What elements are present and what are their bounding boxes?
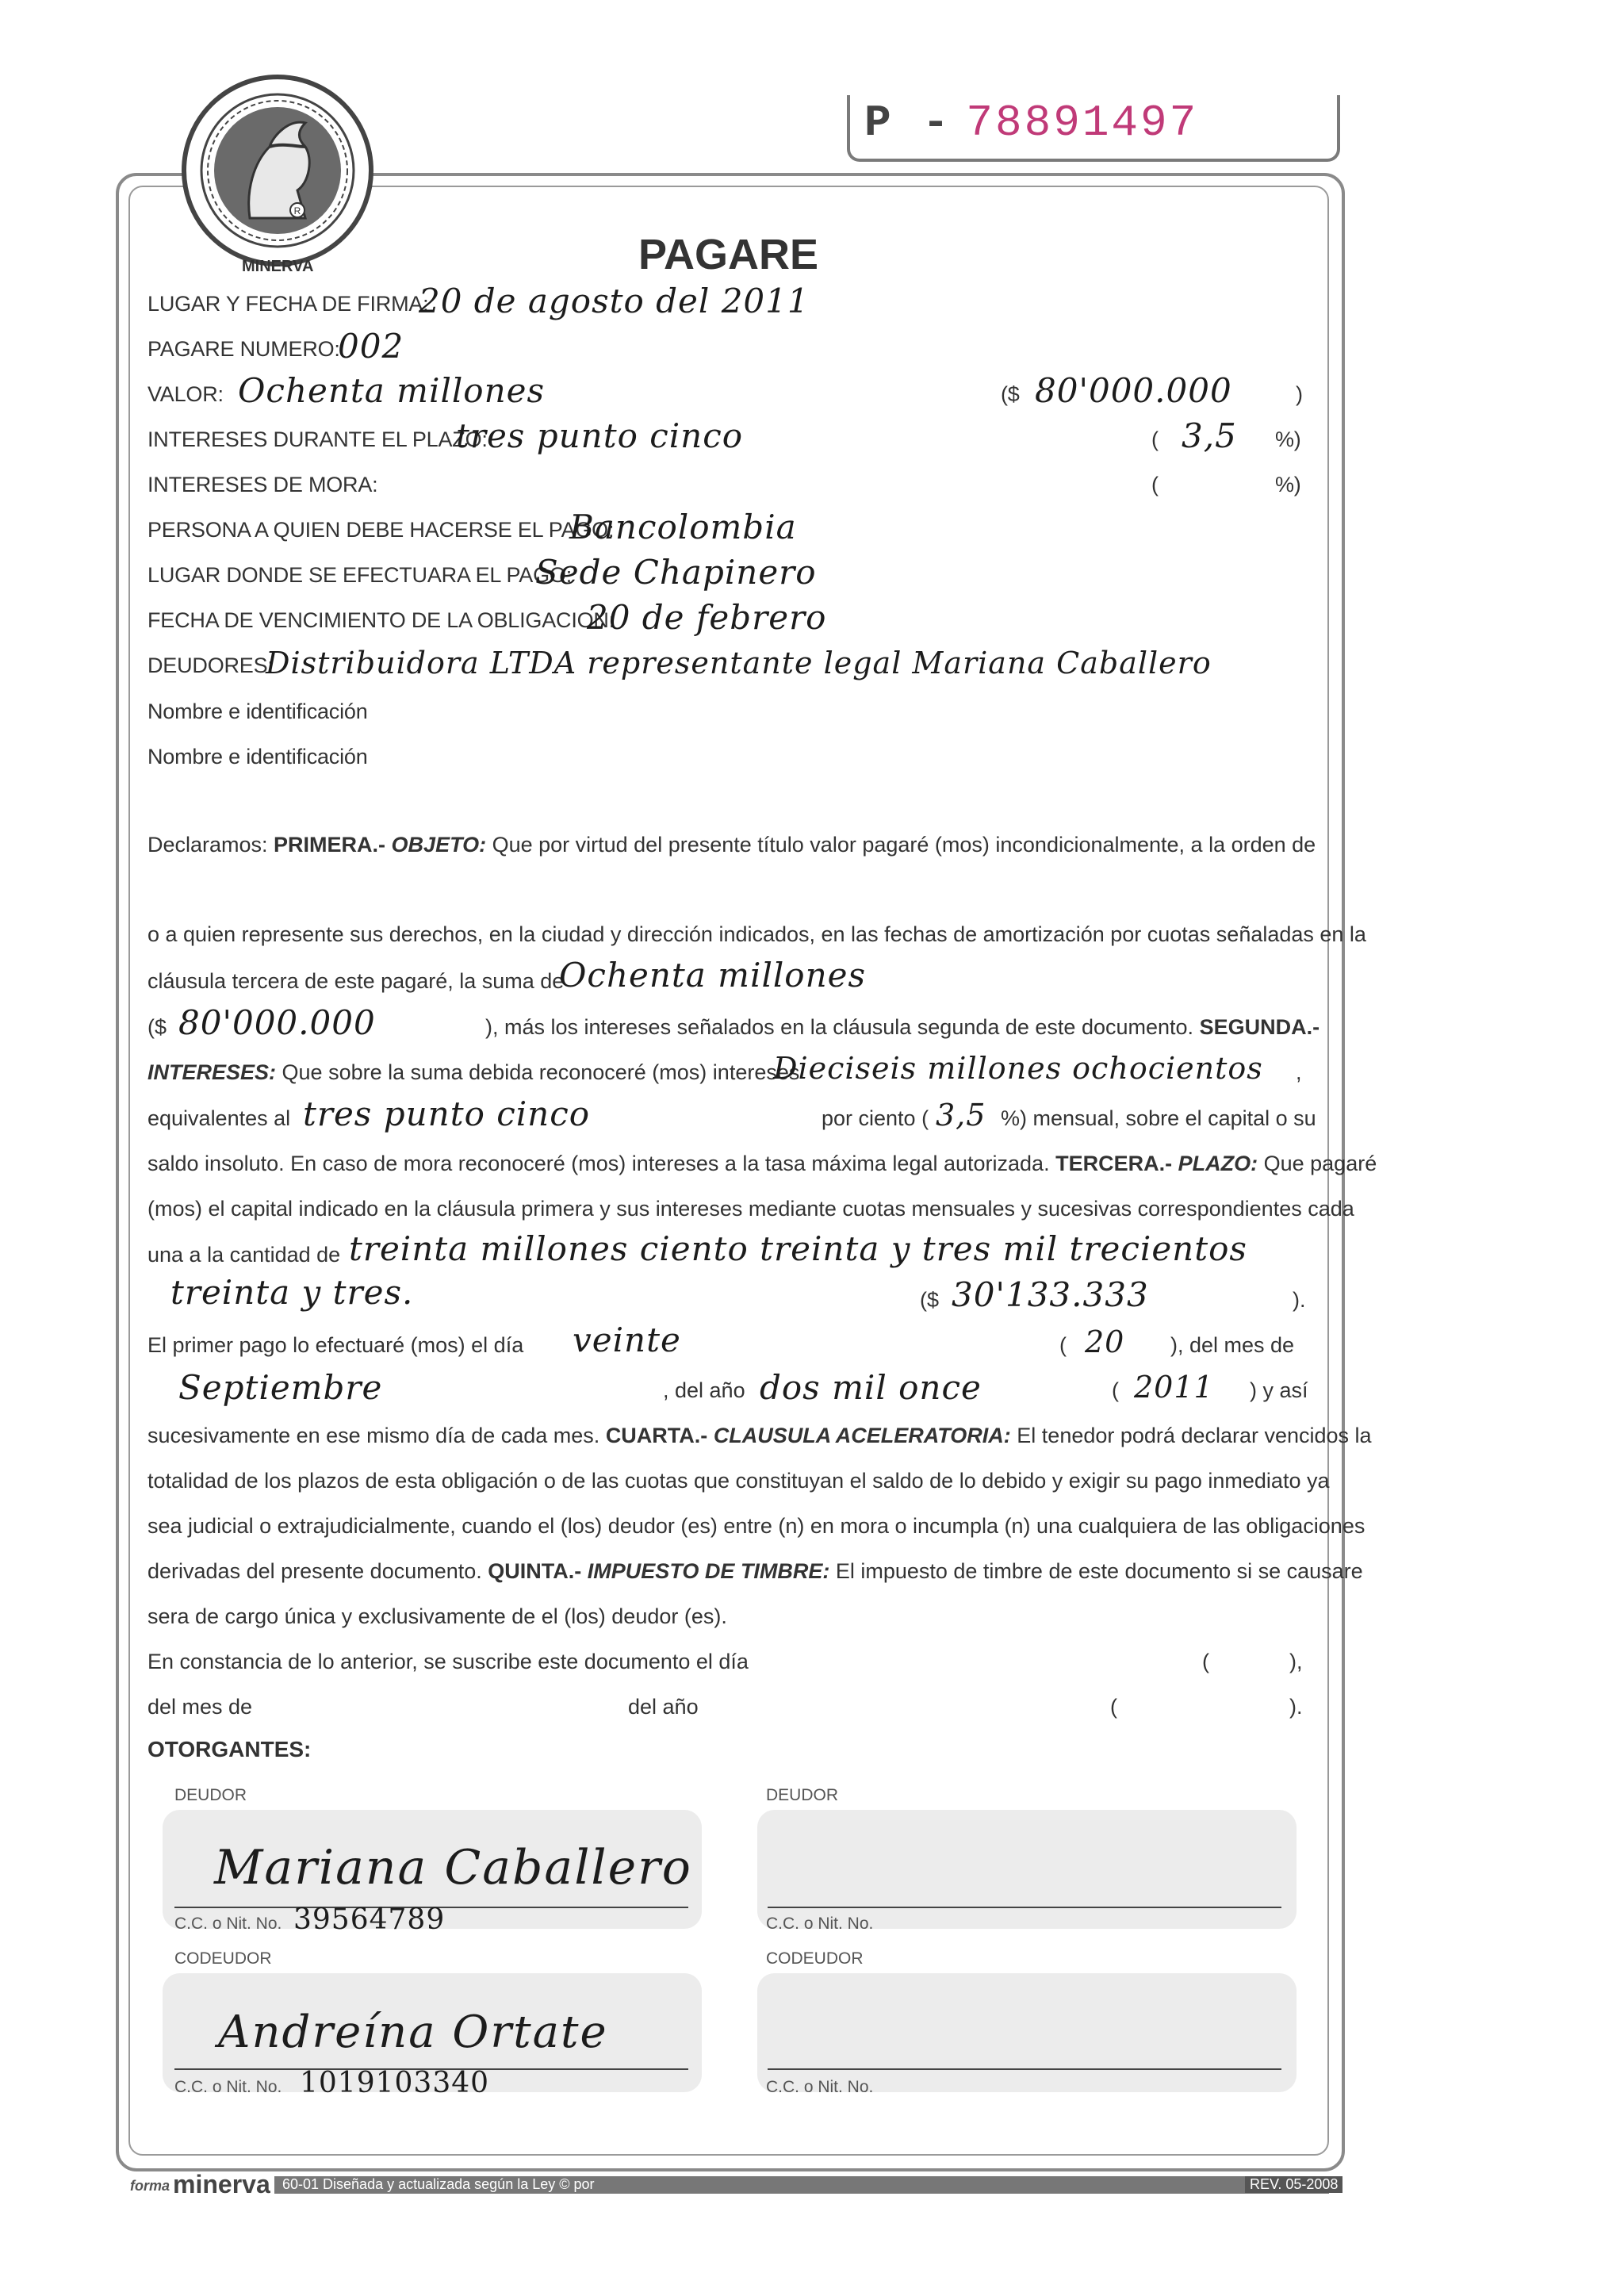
ano-open: (	[1112, 1378, 1119, 1402]
deudor-signature: Mariana Caballero	[214, 1840, 692, 1895]
cuota-numero: 30'133.333	[952, 1275, 1149, 1314]
persona-value: Bancolombia	[569, 508, 797, 546]
otorgantes-heading: OTORGANTES:	[147, 1737, 312, 1761]
serial-prefix: P -	[864, 98, 952, 148]
minerva-seal-icon	[178, 71, 377, 270]
codeudor-cc-label-1: C.C. o Nit. No.	[174, 2078, 282, 2096]
valor-amount-open: ($	[1001, 382, 1020, 406]
persona-label: PERSONA A QUIEN DEBE HACERSE EL PAGO:	[147, 518, 615, 542]
intereses-mora-label: INTERESES DE MORA:	[147, 473, 378, 496]
deudor-cc-label-1: C.C. o Nit. No.	[174, 1915, 282, 1933]
derivadas-text: derivadas del presente documento.	[147, 1559, 482, 1583]
nombre-identificacion-1: Nombre e identificación	[147, 700, 368, 723]
tercera-heading: TERCERA.-	[1055, 1152, 1173, 1175]
timbre-heading: IMPUESTO DE TIMBRE:	[587, 1559, 830, 1583]
tasa-numero: 3,5	[936, 1098, 986, 1133]
primera-heading: PRIMERA.-	[274, 833, 392, 857]
valor-amount: 80'000.000	[1035, 371, 1232, 410]
declaramos-text: Declaramos:	[147, 833, 274, 857]
equivalentes-text: equivalentes al	[147, 1106, 291, 1130]
dia-letras: veinte	[573, 1320, 681, 1359]
serial-number	[864, 94, 1198, 148]
footer-text: 60-01 Diseñada y actualizada según la Ley © por	[282, 2176, 595, 2192]
intereses-plazo-label: INTERESES DURANTE EL PLAZO:	[147, 427, 488, 451]
vencimiento-label: FECHA DE VENCIMIENTO DE LA OBLIGACION:	[147, 608, 615, 632]
ano-letras: dos mil once	[760, 1368, 982, 1407]
codeudor-signature-line-2	[768, 2068, 1281, 2070]
del-ano-final-text: del año	[628, 1695, 699, 1719]
ano-final-open: (	[1110, 1695, 1117, 1719]
codeudor-label-1: CODEUDOR	[174, 1949, 272, 1968]
cuota-open: ($	[920, 1288, 940, 1312]
valor-label: VALOR:	[147, 382, 224, 406]
body-line-15: sea judicial o extrajudicialmente, cuando el (los) deudor (es) entre (n) en mora o incumpla (n) una cualquiera de las obligaciones	[147, 1514, 1365, 1538]
mora-text: saldo insoluto. En caso de mora reconoceré (mos) intereses a la tasa máxima legal autorizada.	[147, 1152, 1050, 1175]
constancia-close: ),	[1289, 1650, 1303, 1673]
lugar-pago-value: Sede Chapinero	[535, 553, 817, 592]
cuota-letras-2: treinta y tres.	[170, 1273, 414, 1312]
quinta-heading: QUINTA.-	[488, 1559, 582, 1583]
segunda-heading: SEGUNDA.-	[1199, 1015, 1320, 1039]
minerva-logo	[178, 71, 377, 270]
aceleratoria-text: El tenedor podrá declarar vencidos la	[1010, 1424, 1372, 1447]
svg-text:R: R	[293, 205, 301, 217]
intereses-mora-open: (	[1151, 473, 1159, 496]
codeudor-cc-value: 1019103340	[300, 2067, 490, 2099]
body-line-14: totalidad de los plazos de esta obligación o de las cuotas que constituyan el saldo de lo debido y exigir su pago inmediato ya	[147, 1469, 1330, 1493]
cuarta-heading: CUARTA.-	[605, 1424, 708, 1447]
vencimiento-value: 20 de febrero	[587, 598, 827, 637]
cantidad-text: una a la cantidad de	[147, 1243, 341, 1267]
lugar-pago-label: LUGAR DONDE SE EFECTUARA EL PAGO:	[147, 563, 573, 587]
body-line-4	[485, 1015, 1320, 1040]
aceleratoria-heading: CLAUSULA ACELERATORIA:	[713, 1424, 1011, 1447]
y-asi-text: ) y así	[1250, 1378, 1308, 1402]
suma-letras: Ochenta millones	[559, 956, 867, 995]
body-line-13	[147, 1424, 1372, 1448]
nombre-identificacion-2: Nombre e identificación	[147, 745, 368, 769]
suma-numero: 80'000.000	[178, 1003, 376, 1042]
cuota-close: ).	[1293, 1288, 1306, 1312]
serial-digits: 78891497	[966, 98, 1199, 148]
document-title: PAGARE	[638, 231, 819, 278]
constancia-text: En constancia de lo anterior, se suscribe este documento el día	[147, 1650, 749, 1673]
body-line-16	[147, 1559, 1363, 1584]
plazo-heading: PLAZO:	[1178, 1152, 1258, 1175]
deudor-label-2: DEUDOR	[766, 1786, 839, 1804]
deudor-cc-value: 39564789	[293, 1903, 446, 1936]
suma-open: ($	[147, 1015, 167, 1039]
mensual-text: %) mensual, sobre el capital o su	[1001, 1106, 1316, 1130]
mes-letras: Septiembre	[178, 1368, 383, 1407]
body-line-7	[147, 1152, 1377, 1176]
codeudor-signature: Andreína Ortate	[218, 2007, 608, 2058]
objeto-text: Que por virtud del presente título valor pagaré (mos) incondicionalmente, a la orden de	[486, 833, 1316, 857]
intereses-plazo-pct: 3,5	[1182, 416, 1237, 455]
intereses-plazo-value: tres punto cinco	[456, 416, 744, 455]
constancia-open: (	[1202, 1650, 1209, 1673]
intereses-end: ,	[1296, 1060, 1302, 1084]
numero-value: 002	[338, 327, 404, 366]
sucesivamente-text: sucesivamente en ese mismo día de cada mes.	[147, 1424, 600, 1447]
deudor-signature-line-2	[768, 1907, 1281, 1908]
deudor-label-1: DEUDOR	[174, 1786, 247, 1804]
intereses-heading: INTERESES:	[147, 1060, 277, 1084]
intereses-mora-close: %)	[1275, 473, 1301, 496]
valor-value: Ochenta millones	[238, 371, 546, 410]
intereses-plazo-open: (	[1151, 427, 1159, 451]
codeudor-label-2: CODEUDOR	[766, 1949, 864, 1968]
deudores-label: DEUDORES:	[147, 654, 274, 677]
footer-brand: minerva	[173, 2170, 270, 2198]
lugar-fecha-label: LUGAR Y FECHA DE FIRMA:	[147, 292, 429, 316]
dia-open: (	[1059, 1333, 1067, 1357]
del-mes-de-text: del mes de	[147, 1695, 253, 1719]
deudor-signature-box-2	[757, 1810, 1297, 1929]
codeudor-signature-box-2	[757, 1973, 1297, 2092]
codeudor-cc-label-2: C.C. o Nit. No.	[766, 2078, 874, 2096]
dia-numero: 20	[1085, 1324, 1125, 1359]
body-line-2: o a quien represente sus derechos, en la ciudad y dirección indicados, en las fechas de amortización por cuotas señaladas en la	[147, 922, 1366, 946]
objeto-heading: OBJETO:	[391, 833, 487, 857]
footer-rev: REV. 05-2008	[1245, 2176, 1342, 2193]
intereses-letras: Dieciseis millones ochocientos	[773, 1051, 1263, 1086]
footer-brand-small: forma	[130, 2178, 170, 2194]
ano-final-close: ).	[1289, 1695, 1303, 1719]
numero-label: PAGARE NUMERO:	[147, 337, 340, 361]
valor-amount-close: )	[1296, 382, 1303, 406]
body-line-8: (mos) el capital indicado en la cláusula primera y sus intereses mediante cuotas mensuales y sucesivas correspondientes cada	[147, 1197, 1354, 1221]
body-line-1	[147, 833, 1316, 857]
ano-numero: 2011	[1134, 1370, 1214, 1405]
plazo-text: Que pagaré	[1258, 1152, 1377, 1175]
body-line-17: sera de cargo única y exclusivamente de el (los) deudor (es).	[147, 1604, 727, 1628]
body-line-3: cláusula tercera de este pagaré, la suma de	[147, 969, 565, 993]
tasa-letras: tres punto cinco	[303, 1094, 591, 1133]
timbre-text: El impuesto de timbre de este documento si se causare	[829, 1559, 1363, 1583]
deudor-cc-label-2: C.C. o Nit. No.	[766, 1915, 874, 1933]
cuota-letras-1: treinta millones ciento treinta y tres mil trecientos	[349, 1229, 1247, 1268]
lugar-fecha-value: 20 de agosto del 2011	[419, 282, 810, 320]
mes-de-text: ), del mes de	[1170, 1333, 1295, 1357]
body-line-5	[147, 1060, 799, 1085]
logo-bottom-text: MINERVA	[242, 258, 314, 275]
intereses-text: Que sobre la suma debida reconoceré (mos) intereses	[276, 1060, 800, 1084]
intereses-clausula-text: ), más los intereses señalados en la cláusula segunda de este documento.	[485, 1015, 1194, 1039]
del-ano-text: , del año	[663, 1378, 745, 1402]
intereses-plazo-close: %)	[1275, 427, 1301, 451]
primer-pago-text: El primer pago lo efectuaré (mos) el día	[147, 1333, 524, 1357]
deudores-value: Distribuidora LTDA representante legal Mariana Caballero	[266, 646, 1212, 680]
por-ciento-text: por ciento (	[822, 1106, 929, 1130]
